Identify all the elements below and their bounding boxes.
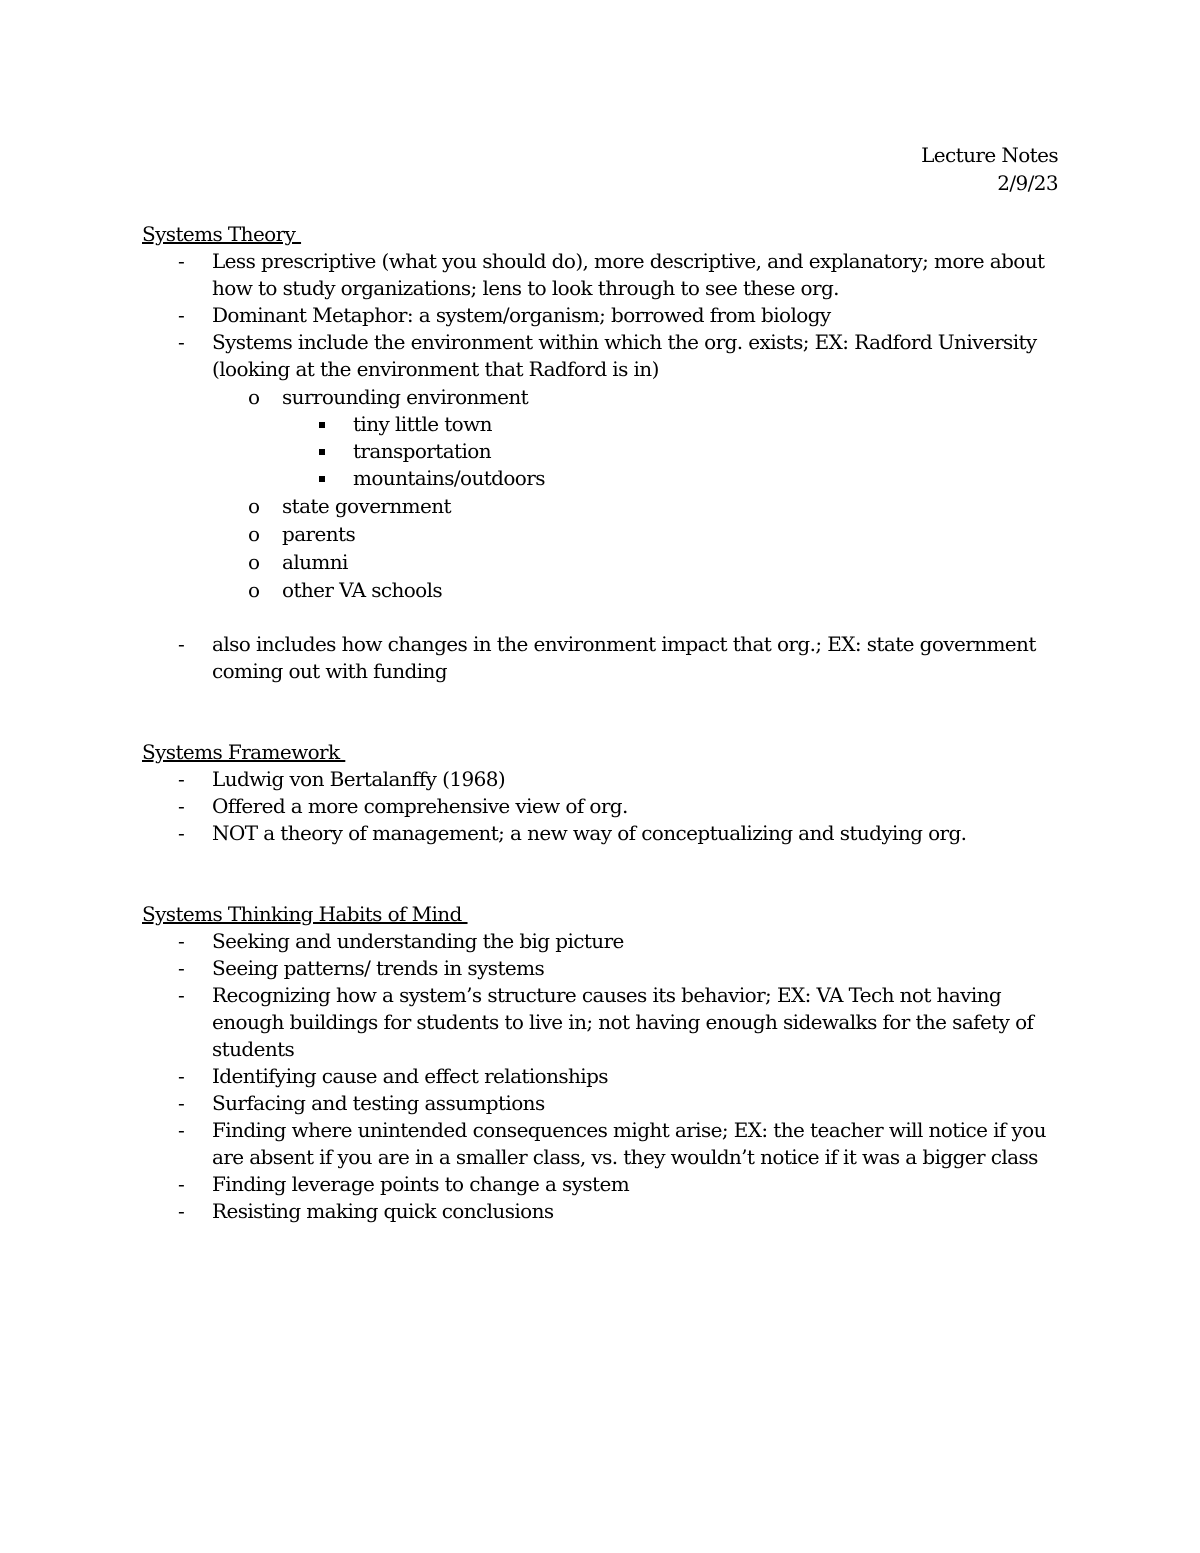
list-item bbox=[142, 793, 1062, 820]
list-item bbox=[142, 248, 1062, 302]
dash-bullet: - bbox=[178, 1172, 185, 1196]
list-item bbox=[142, 982, 1062, 1063]
list-item bbox=[142, 766, 1062, 793]
section-spacer bbox=[142, 847, 1062, 901]
document-header bbox=[921, 141, 1058, 197]
circle-bullet: o bbox=[248, 385, 260, 409]
list-item bbox=[142, 1090, 1062, 1117]
dash-bullet: - bbox=[178, 929, 185, 953]
sub-sub-list-item-text: mountains/outdoors bbox=[353, 466, 545, 490]
list-item-text: Less prescriptive (what you should do), more descriptive, and explanatory; more about how to study organizations; lens to look through to see these org. bbox=[212, 249, 1045, 300]
sub-sub-list-item-text: transportation bbox=[353, 439, 491, 463]
dash-bullet: - bbox=[178, 1199, 185, 1223]
circle-bullet: o bbox=[248, 522, 260, 546]
document-title: Lecture Notes bbox=[921, 143, 1058, 167]
list-item-text: Recognizing how a system’s structure causes its behavior; EX: VA Tech not having enough buildings for students to live in; not having enough sidewalks for the safety of students bbox=[212, 983, 1034, 1061]
list-item-text: Resisting making quick conclusions bbox=[212, 1199, 554, 1223]
sub-sub-list-item bbox=[142, 465, 1062, 492]
sub-sub-list-item bbox=[142, 438, 1062, 465]
list-item-text: Dominant Metaphor: a system/organism; borrowed from biology bbox=[212, 303, 831, 327]
dash-bullet: - bbox=[178, 767, 185, 791]
sub-list-item bbox=[142, 520, 1062, 548]
list-item bbox=[142, 955, 1062, 982]
section-title-systems-thinking-habits: Systems Thinking Habits of Mind bbox=[142, 902, 468, 926]
square-bullet-icon bbox=[319, 449, 325, 455]
blank-line bbox=[142, 604, 1062, 631]
dash-bullet: - bbox=[178, 249, 185, 273]
dash-bullet: - bbox=[178, 303, 185, 327]
square-bullet-icon bbox=[319, 422, 325, 428]
document-body bbox=[142, 221, 1062, 1225]
list-item bbox=[142, 302, 1062, 329]
list-item-text: NOT a theory of management; a new way of conceptualizing and studying org. bbox=[212, 821, 967, 845]
sub-list-item bbox=[142, 576, 1062, 604]
sub-list-item-text: alumni bbox=[282, 550, 348, 574]
circle-bullet: o bbox=[248, 494, 260, 518]
list-item bbox=[142, 1198, 1062, 1225]
dash-bullet: - bbox=[178, 821, 185, 845]
list-item-text: also includes how changes in the environment impact that org.; EX: state government coming out with funding bbox=[212, 632, 1036, 683]
sub-list-item-text: other VA schools bbox=[282, 578, 443, 602]
section-title-systems-framework: Systems Framework bbox=[142, 740, 346, 764]
sub-list-item-text: surrounding environment bbox=[282, 385, 529, 409]
dash-bullet: - bbox=[178, 983, 185, 1007]
list-item-text: Surfacing and testing assumptions bbox=[212, 1091, 545, 1115]
sub-list-item bbox=[142, 548, 1062, 576]
dash-bullet: - bbox=[178, 956, 185, 980]
list-item-text: Seeking and understanding the big picture bbox=[212, 929, 624, 953]
circle-bullet: o bbox=[248, 550, 260, 574]
list-item bbox=[142, 1063, 1062, 1090]
document-date: 2/9/23 bbox=[997, 171, 1058, 195]
sub-list-item bbox=[142, 383, 1062, 411]
square-bullet-icon bbox=[319, 476, 325, 482]
list-item-text: Seeing patterns/ trends in systems bbox=[212, 956, 545, 980]
list-item bbox=[142, 820, 1062, 847]
dash-bullet: - bbox=[178, 1091, 185, 1115]
section-spacer bbox=[142, 685, 1062, 739]
section-title-systems-theory: Systems Theory bbox=[142, 222, 302, 246]
list-item-text: Systems include the environment within which the org. exists; EX: Radford University (looking at the environment that Radford is in) bbox=[212, 330, 1037, 381]
list-item bbox=[142, 631, 1062, 685]
dash-bullet: - bbox=[178, 1118, 185, 1142]
sub-sub-list-item-text: tiny little town bbox=[353, 412, 492, 436]
sub-list-item-text: state government bbox=[282, 494, 451, 518]
sub-sub-list-item bbox=[142, 411, 1062, 438]
list-item bbox=[142, 928, 1062, 955]
sub-list-item bbox=[142, 492, 1062, 520]
list-item bbox=[142, 1171, 1062, 1198]
list-item bbox=[142, 1117, 1062, 1171]
circle-bullet: o bbox=[248, 578, 260, 602]
list-item-text: Identifying cause and effect relationships bbox=[212, 1064, 608, 1088]
sub-list-item-text: parents bbox=[282, 522, 356, 546]
list-item bbox=[142, 329, 1062, 383]
list-item-text: Ludwig von Bertalanffy (1968) bbox=[212, 767, 506, 791]
list-item-text: Finding leverage points to change a system bbox=[212, 1172, 630, 1196]
dash-bullet: - bbox=[178, 330, 185, 354]
list-item-text: Finding where unintended consequences might arise; EX: the teacher will notice if you are absent if you are in a smaller class, vs. they wouldn’t notice if it was a bigger class bbox=[212, 1118, 1046, 1169]
list-item-text: Offered a more comprehensive view of org. bbox=[212, 794, 628, 818]
dash-bullet: - bbox=[178, 632, 185, 656]
dash-bullet: - bbox=[178, 1064, 185, 1088]
dash-bullet: - bbox=[178, 794, 185, 818]
